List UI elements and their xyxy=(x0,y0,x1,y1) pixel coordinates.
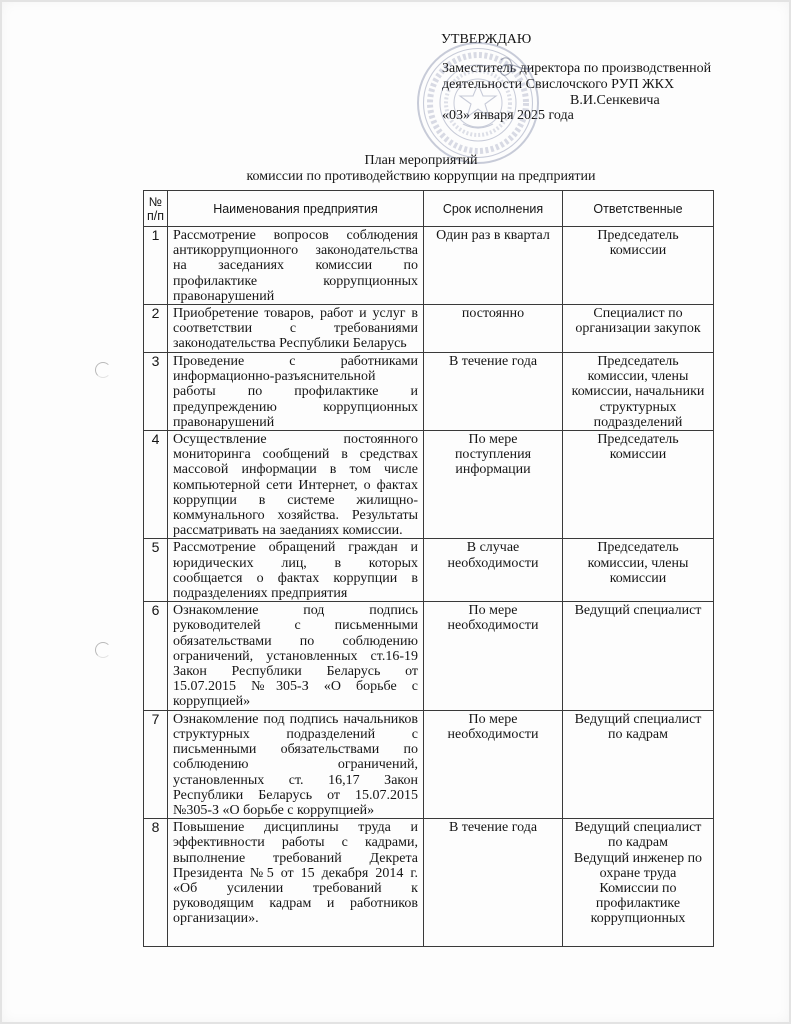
row-responsible: Ведущий специалист xyxy=(563,602,714,710)
header-number-sign: № xyxy=(148,194,163,209)
row-deadline: В течение года xyxy=(424,819,563,947)
plan-subtitle: комиссии по противодействию коррупции на предприятии xyxy=(246,169,596,184)
row-deadline: По мере необходимости xyxy=(424,602,563,710)
row-number: 8 xyxy=(144,819,168,947)
row-measure: Проведение с работниками информационно-разъяснительной работы по профилактике и предупреждению коррупционных правонарушений xyxy=(168,353,424,431)
row-deadline: В течение года xyxy=(424,353,563,431)
table-header-row xyxy=(144,191,714,227)
punch-hole xyxy=(95,362,111,378)
table-row xyxy=(144,819,714,947)
header-number-suffix: п/п xyxy=(146,208,164,223)
table-body xyxy=(144,227,714,947)
punch-hole xyxy=(95,642,111,658)
row-responsible: Председатель комиссии, члены комиссии xyxy=(563,539,714,602)
row-number: 6 xyxy=(144,602,168,710)
table-row xyxy=(144,539,714,602)
header-number xyxy=(144,191,168,227)
row-measure: Осуществление постоянного мониторинга сообщений в средствах массовой информации в том числе компьютерной сети Интернет, о фактах коррупции в системе жилищно-коммунального хозяйства. Результаты рассматривать на заеданиях комиссии. xyxy=(168,431,424,539)
row-number: 1 xyxy=(144,227,168,305)
table-row xyxy=(144,305,714,353)
row-measure: Рассмотрение обращений граждан и юридических лиц, в которых сообщается о фактах коррупции в подразделениях предприятия xyxy=(168,539,424,602)
row-number: 4 xyxy=(144,431,168,539)
row-number: 3 xyxy=(144,353,168,431)
row-measure: Ознакомление под подпись руководителей с письменными обязательствами по соблюдению ограничений, установленных ст.16-19 Закон Республики Беларусь от 15.07.2015 №305-З «О борьбе с коррупцией» xyxy=(168,602,424,710)
table-head xyxy=(144,191,714,227)
table-row xyxy=(144,710,714,818)
approver-position-line2: деятельности Свислочского РУП ЖКХ xyxy=(442,77,675,92)
approval-date: «03» января 2025 года xyxy=(442,108,574,123)
table-row xyxy=(144,602,714,710)
measures-table xyxy=(143,190,714,947)
approver-name: В.И.Сенкевича xyxy=(570,93,660,108)
approval-heading: УТВЕРЖДАЮ xyxy=(441,32,532,47)
row-responsible: Председатель комиссии xyxy=(563,431,714,539)
table-row xyxy=(144,353,714,431)
row-measure: Повышение дисциплины труда и эффективности работы с кадрами, выполнение требований Декрета Президента №5 от 15 декабря 2014 г. «Об усилении требований к руководящим кадрам и работников организации». xyxy=(168,819,424,947)
row-deadline: По мере необходимости xyxy=(424,710,563,818)
row-responsible: Специалист по организации закупок xyxy=(563,305,714,353)
row-measure: Рассмотрение вопросов соблюдения антикоррупционного законодательства на заседаниях комиссии по профилактике коррупционных правонарушений xyxy=(168,227,424,305)
row-responsible: Председатель комиссии xyxy=(563,227,714,305)
table-row xyxy=(144,227,714,305)
approver-position-line1: Заместитель директора по производственной xyxy=(442,61,712,76)
header-deadline: Срок исполнения xyxy=(424,191,563,227)
row-deadline: По мере поступления информации xyxy=(424,431,563,539)
row-number: 5 xyxy=(144,539,168,602)
row-deadline: постоянно xyxy=(424,305,563,353)
row-deadline: В случае необходимости xyxy=(424,539,563,602)
row-responsible: Ведущий специалист по кадрам xyxy=(563,710,714,818)
row-deadline: Один раз в квартал xyxy=(424,227,563,305)
row-measure: Ознакомление под подпись начальников структурных подразделений с письменными обязательствами по соблюдению ограничений, установленных ст. 16,17 Закон Республики Беларусь от 15.07.2015 №305-З «О борьбе с коррупцией» xyxy=(168,710,424,818)
row-responsible: Председатель комиссии, члены комиссии, начальники структурных подразделений xyxy=(563,353,714,431)
row-measure: Приобретение товаров, работ и услуг в соответствии с требованиями законодательства Республики Беларусь xyxy=(168,305,424,353)
plan-title: План мероприятий xyxy=(364,153,478,168)
table-row xyxy=(144,431,714,539)
row-number: 2 xyxy=(144,305,168,353)
header-responsible: Ответственные xyxy=(563,191,714,227)
row-number: 7 xyxy=(144,710,168,818)
seal-stamp xyxy=(413,38,543,168)
row-responsible: Ведущий специалист по кадрам Ведущий инженер по охране труда Комиссии по профилактике коррупционных xyxy=(563,819,714,947)
header-name: Наименования предприятия xyxy=(168,191,424,227)
